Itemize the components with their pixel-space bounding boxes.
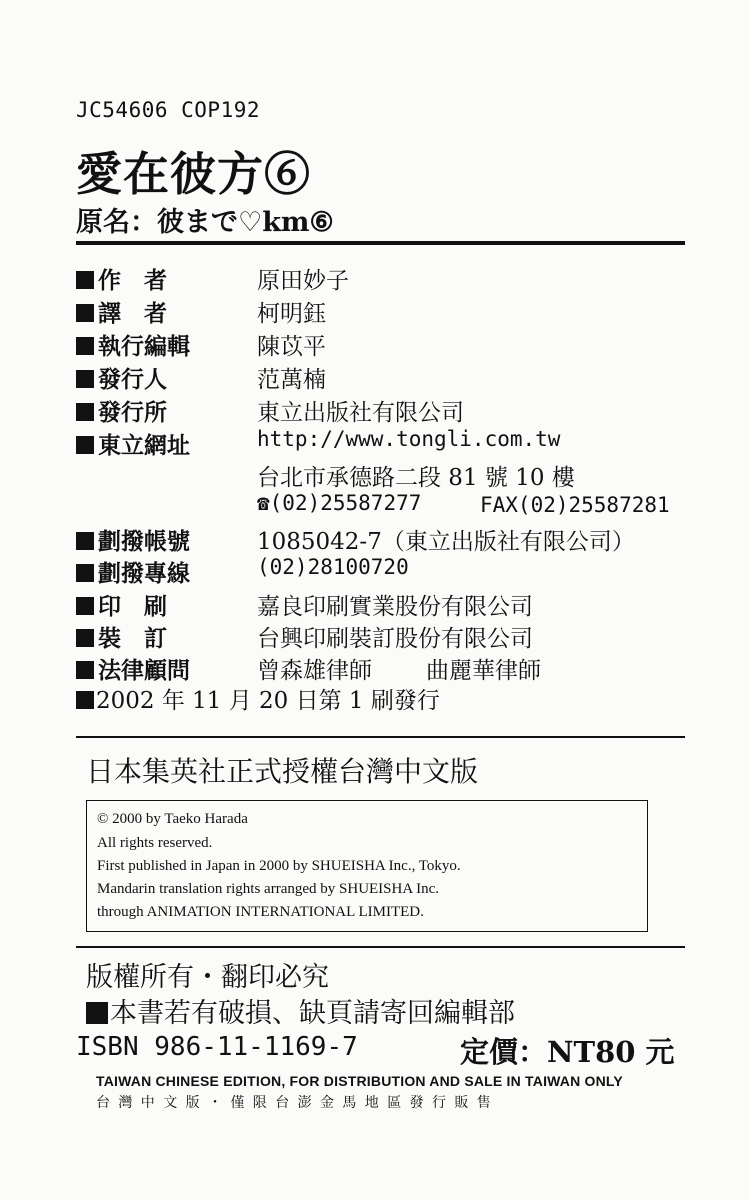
fax-number: FAX(02)25587281 xyxy=(480,493,670,517)
address: 台北市承德路二段 81 號 10 樓 xyxy=(257,465,575,491)
credit-editor: 執行編輯 陳苡平 xyxy=(76,328,250,360)
bullet-square xyxy=(76,337,94,355)
official-edition: 日本集英社正式授權台灣中文版 xyxy=(86,755,479,788)
website-link[interactable]: http://www.tongli.com.tw xyxy=(257,427,561,451)
bullet-square xyxy=(76,403,94,421)
copyright-line: Mandarin translation rights arranged by SHUEISHA Inc. xyxy=(97,881,440,897)
copyright-line: All rights reserved. xyxy=(97,835,213,851)
legal-advisor-2: 曲麗華律師 xyxy=(426,658,541,684)
credit-printing: 印 刷 嘉良印刷實業股份有限公司 xyxy=(76,588,250,620)
bullet-square xyxy=(76,629,94,647)
original-title: 原名：彼まで♡km⑥ xyxy=(76,207,334,238)
phone-number: (02)25587277 xyxy=(269,491,422,515)
title-divider xyxy=(76,241,685,245)
credit-publishing-house: 發行所 東立出版社有限公司 xyxy=(76,394,250,426)
phone-line xyxy=(257,491,421,515)
credit-transfer-account: 劃撥帳號 1085042-7（東立出版社有限公司） xyxy=(76,523,250,555)
release-date: 2002 年 11 月 20 日第 1 刷發行 xyxy=(76,682,440,715)
credit-publisher: 發行人 范萬楠 xyxy=(76,361,250,393)
bullet-square xyxy=(76,370,94,388)
isbn: ISBN 986-11-1169-7 xyxy=(76,1032,358,1062)
damage-notice: 本書若有破損、缺頁請寄回編輯部 xyxy=(86,991,515,1030)
product-code: JC54606 COP192 xyxy=(76,98,261,122)
bullet-square xyxy=(86,1002,108,1024)
credit-author: 作 者 原田妙子 xyxy=(76,262,250,294)
credit-website: 東立網址 http://www.tongli.com.tw xyxy=(76,427,250,459)
bullet-square xyxy=(76,271,94,289)
bullet-square xyxy=(76,691,94,709)
copyright-box xyxy=(86,800,648,932)
bullet-square xyxy=(76,564,94,582)
bullet-square xyxy=(76,436,94,454)
price: 定價：NT80 元 xyxy=(460,1035,675,1069)
bullet-square xyxy=(76,532,94,550)
section-divider xyxy=(76,736,685,738)
bullet-square xyxy=(76,661,94,679)
book-title: 愛在彼方⑥ xyxy=(76,147,311,201)
copyright-line: through ANIMATION INTERNATIONAL LIMITED. xyxy=(97,904,424,920)
bullet-square xyxy=(76,597,94,615)
credit-legal: 法律顧問 曾森雄律師 曲麗華律師 xyxy=(76,652,636,684)
edition-chinese: 台灣中文版・僅限台澎金馬地區發行販售 xyxy=(96,1094,500,1110)
copyright-line: First published in Japan in 2000 by SHUEISHA Inc., Tokyo. xyxy=(97,858,461,874)
credit-transfer-line: 劃撥專線 (02)28100720 xyxy=(76,555,250,587)
section-divider xyxy=(76,946,685,948)
rights-notice: 版權所有・翻印必究 xyxy=(86,962,329,993)
credit-binding: 裝 訂 台興印刷裝訂股份有限公司 xyxy=(76,620,250,652)
copyright-line: © 2000 by Taeko Harada xyxy=(97,811,248,827)
phone-icon: ☎ xyxy=(257,491,270,515)
edition-english: TAIWAN CHINESE EDITION, FOR DISTRIBUTION AND SALE IN TAIWAN ONLY xyxy=(96,1073,623,1089)
credit-translator: 譯 者 柯明鈺 xyxy=(76,295,250,327)
bullet-square xyxy=(76,304,94,322)
